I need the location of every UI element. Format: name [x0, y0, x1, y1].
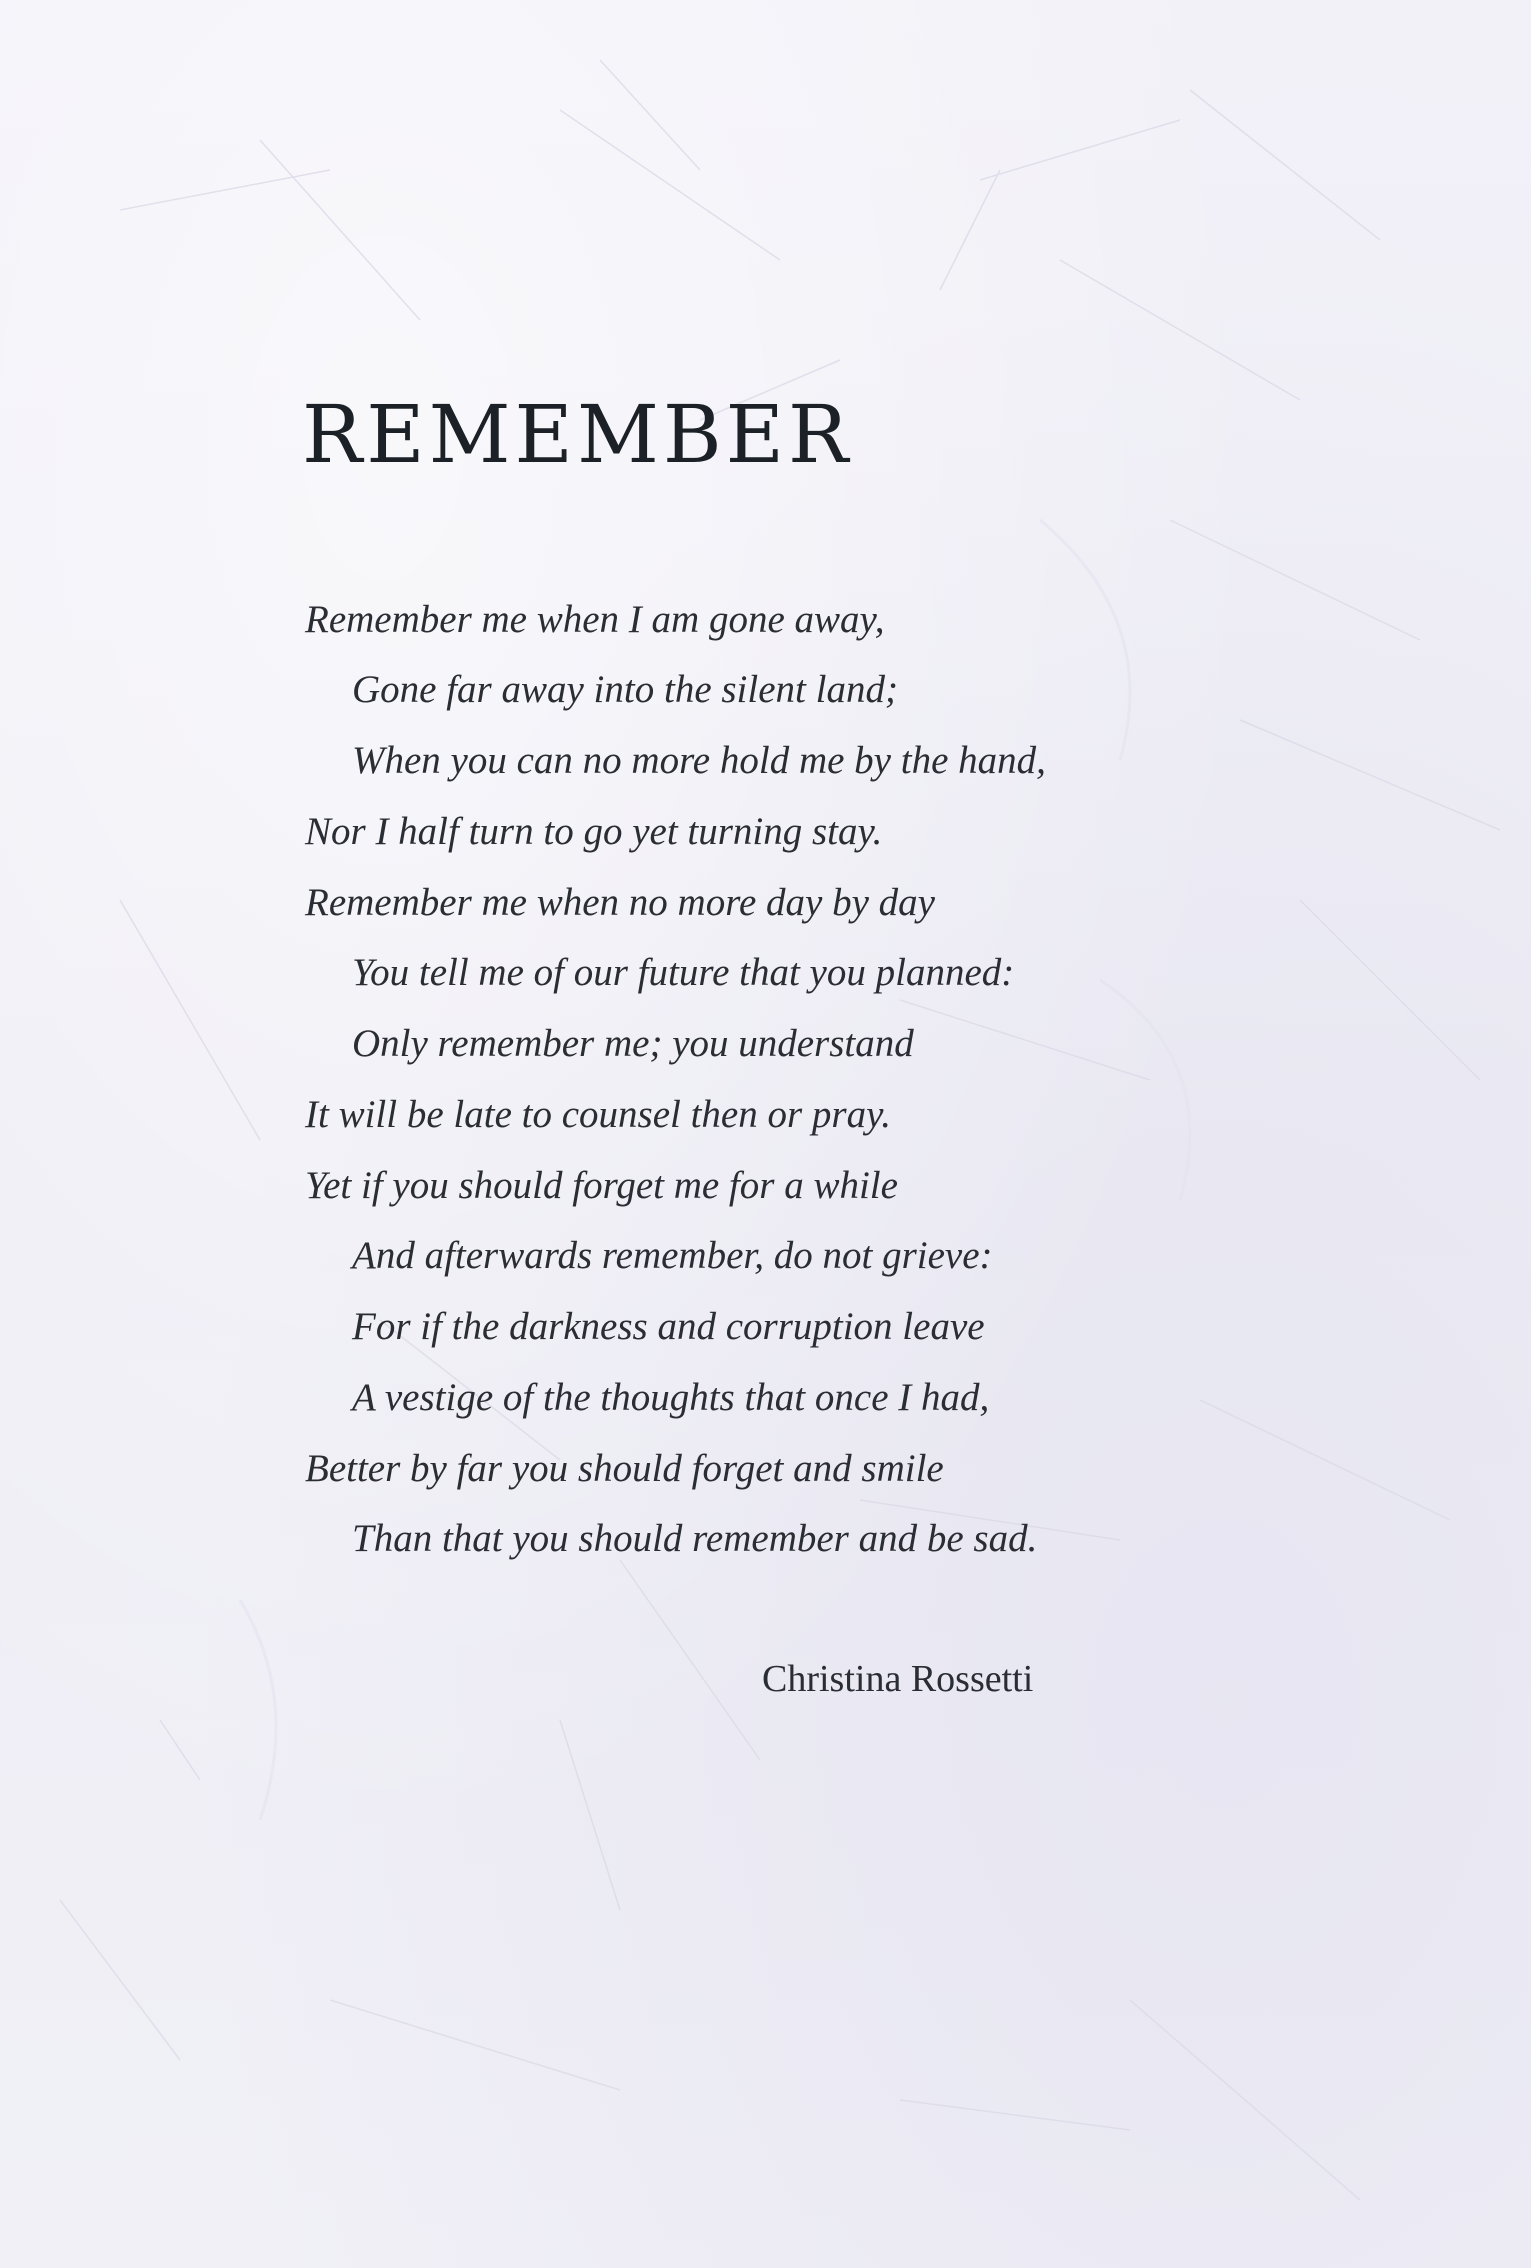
poem-line: For if the darkness and corruption leave	[352, 1305, 985, 1348]
poem-line: And afterwards remember, do not grieve:	[352, 1234, 993, 1277]
poem-title: REMEMBER	[302, 388, 853, 481]
poem-line: Gone far away into the silent land;	[352, 668, 898, 711]
poem-line: Better by far you should forget and smile	[305, 1447, 944, 1490]
poem-line: It will be late to counsel then or pray.	[305, 1093, 892, 1136]
poem-line: Nor I half turn to go yet turning stay.	[305, 810, 883, 853]
poem-line: A vestige of the thoughts that once I had,	[352, 1376, 990, 1419]
poem-line: Yet if you should forget me for a while	[305, 1164, 898, 1207]
poem-line: Only remember me; you understand	[352, 1022, 914, 1065]
poem-line: You tell me of our future that you planned:	[352, 951, 1015, 994]
poem-author: Christina Rossetti	[762, 1658, 1034, 1700]
poem-line: Than that you should remember and be sad.	[352, 1517, 1038, 1560]
poem-line: When you can no more hold me by the hand,	[352, 739, 1046, 782]
poem-line: Remember me when no more day by day	[305, 881, 935, 924]
poem-line: Remember me when I am gone away,	[305, 598, 885, 641]
